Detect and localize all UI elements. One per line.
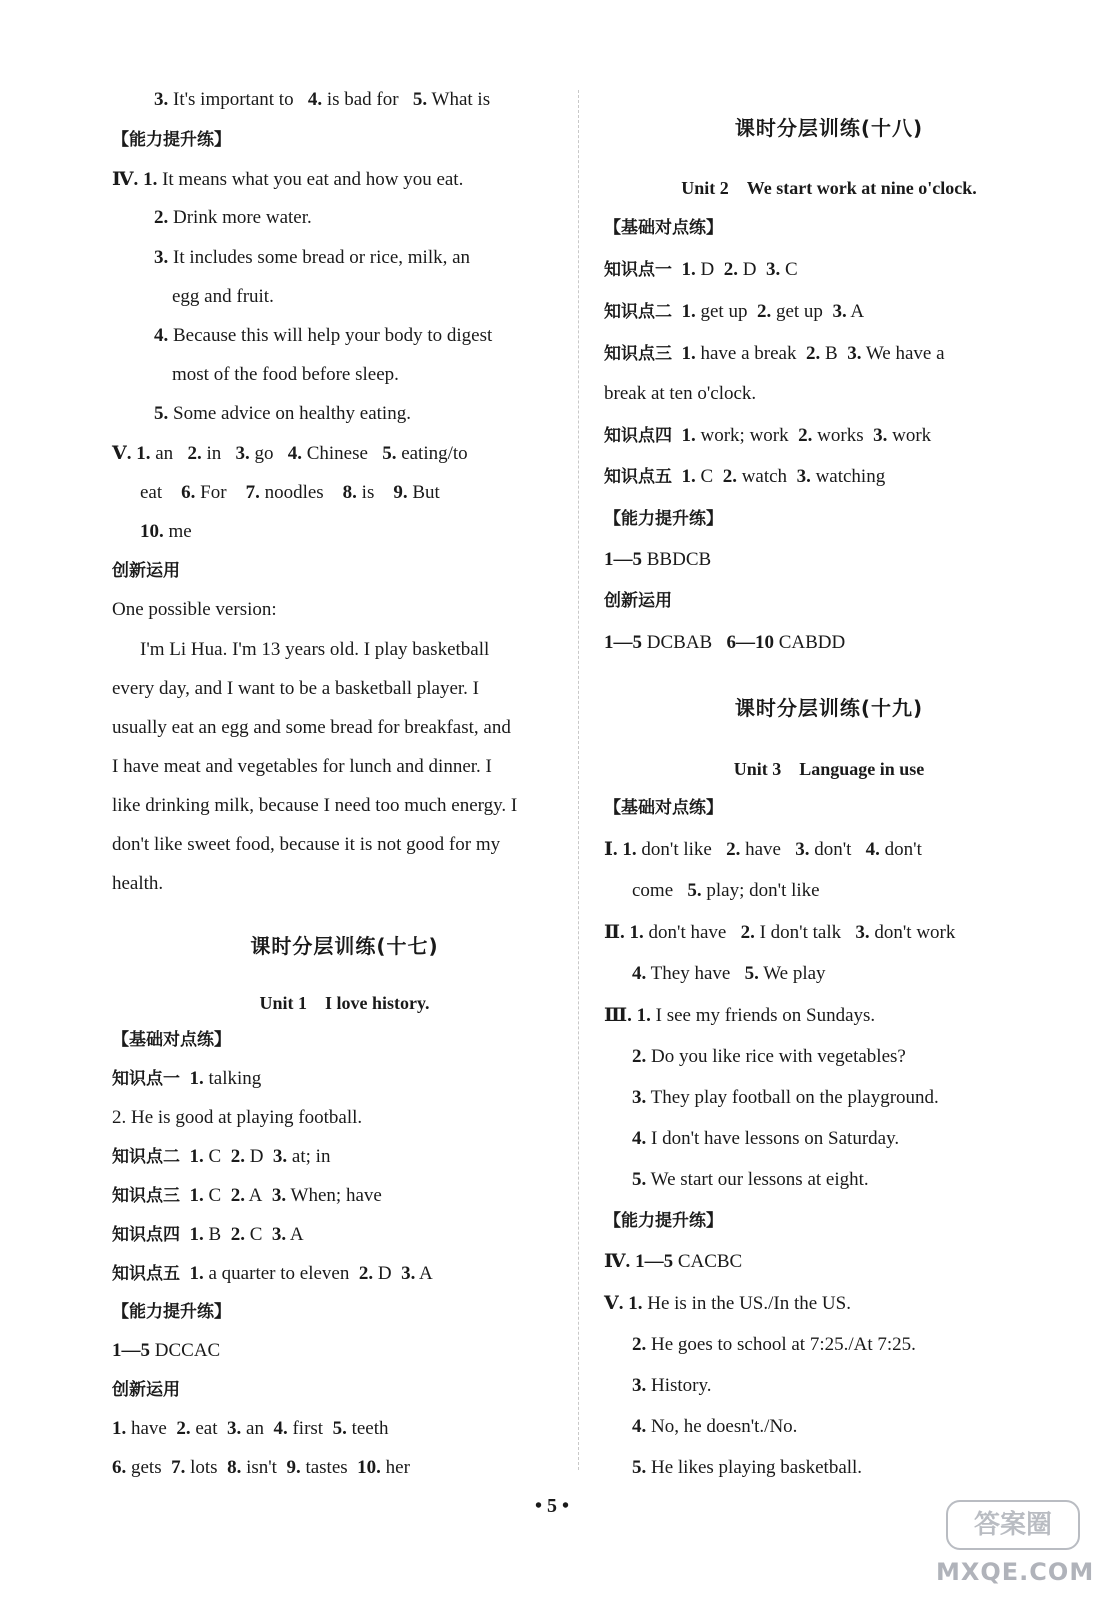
- answer-text: For: [200, 482, 227, 503]
- answer-line: [112, 168, 463, 192]
- answer-text: Chinese: [306, 443, 368, 464]
- answer-text: Drink more water.: [173, 207, 312, 228]
- answer-line: [112, 1339, 220, 1363]
- knowledge-point-label: 知识点三: [604, 344, 672, 364]
- answer-text: at; in: [291, 1146, 331, 1167]
- essay-line: don't like sweet food, because it is not good for my: [112, 834, 501, 855]
- answer-text: me: [168, 521, 192, 542]
- answer-text: A: [850, 301, 865, 322]
- knowledge-point-label: 知识点四: [112, 1225, 180, 1245]
- item-number: 2.: [230, 1224, 245, 1245]
- answer-text: A: [419, 1263, 433, 1284]
- answer-text: noodles: [264, 482, 324, 503]
- answer-line: [154, 402, 411, 426]
- item-number: 1.: [681, 301, 696, 322]
- item-number: 7.: [245, 482, 260, 503]
- answer-text: don't work: [874, 922, 956, 943]
- answer-line: [604, 1292, 851, 1316]
- answer-text: It means what you eat and how you eat.: [162, 169, 464, 190]
- watermark-site: MXQE.COM: [936, 1558, 1095, 1586]
- answer-text: don't have: [648, 922, 727, 943]
- answer-text: He goes to school at 7:25./At 7:25.: [651, 1334, 916, 1355]
- item-number: 4.: [865, 839, 880, 860]
- item-number: 5.: [687, 880, 702, 901]
- watermark-logo: 答案圈: [946, 1500, 1080, 1550]
- item-number: 2.: [798, 425, 813, 446]
- answer-text: He likes playing basketball.: [651, 1457, 863, 1478]
- item-number: 1.: [136, 443, 151, 464]
- essay-line: like drinking milk, because I need too much energy. I: [112, 795, 518, 816]
- answer-text: an: [155, 443, 174, 464]
- answer-text: I don't have lessons on Saturday.: [651, 1128, 900, 1149]
- section-label-ability: 【能力提升练】: [112, 130, 231, 150]
- answer-line: [604, 465, 885, 489]
- answer-text: He is in the US./In the US.: [647, 1293, 851, 1314]
- item-number: 1.: [681, 259, 696, 280]
- item-number: 2.: [723, 259, 738, 280]
- answer-line: [632, 1333, 916, 1357]
- answer-text: C: [249, 1224, 263, 1245]
- answer-text: come: [632, 880, 674, 901]
- item-number: 3.: [765, 259, 781, 280]
- answer-text: It includes some bread or rice, milk, an: [173, 247, 471, 268]
- answer-text: gets: [131, 1457, 162, 1478]
- answer-line: [632, 1456, 862, 1480]
- answer-text: teeth: [351, 1418, 389, 1439]
- item-range: 1—5: [604, 632, 642, 653]
- answer-text: eat: [140, 482, 163, 503]
- answer-line: [154, 206, 312, 230]
- item-number: 2.: [187, 443, 202, 464]
- knowledge-point-label: 知识点五: [112, 1264, 180, 1284]
- item-number: 4.: [154, 325, 169, 346]
- answer-line: [604, 1250, 742, 1274]
- answer-text: play; don't like: [706, 880, 820, 901]
- answer-text: work: [892, 425, 932, 446]
- answer-line: [604, 838, 922, 862]
- answer-text: go: [254, 443, 274, 464]
- answer-line: [604, 1004, 875, 1028]
- answer-text: is: [361, 482, 375, 503]
- item-number: 3.: [795, 839, 810, 860]
- answer-text: C: [700, 466, 714, 487]
- answer-text: We play: [763, 963, 826, 984]
- item-number: 4.: [287, 443, 302, 464]
- item-number: 8.: [227, 1457, 242, 1478]
- answer-line: [632, 1127, 899, 1151]
- item-number: 3.: [227, 1418, 242, 1439]
- answer-line: [112, 1262, 433, 1286]
- answer-text: in: [206, 443, 222, 464]
- answer-text: DCBAB: [646, 632, 713, 653]
- item-number: 2.: [722, 466, 737, 487]
- section-title: 课时分层训练(十九): [734, 696, 924, 720]
- answer-text: They play football on the playground.: [650, 1087, 939, 1108]
- answer-line: [112, 1456, 410, 1480]
- item-range: 1—5: [112, 1340, 150, 1361]
- answer-line: [632, 1168, 869, 1192]
- section-label-basic: 【基础对点练】: [112, 1030, 231, 1050]
- item-number: 3.: [154, 247, 169, 268]
- answer-text: don't: [884, 839, 922, 860]
- knowledge-point-label: 知识点四: [604, 426, 672, 446]
- answer-line: 2. He is good at playing football.: [112, 1107, 363, 1128]
- section-label-ability: 【能力提升练】: [604, 509, 723, 529]
- answer-line: [112, 442, 468, 466]
- essay-line: health.: [112, 873, 164, 894]
- answer-text: get up: [775, 301, 823, 322]
- answer-text: eating/to: [401, 443, 468, 464]
- answer-text: have: [745, 839, 781, 860]
- item-number: 4.: [273, 1418, 288, 1439]
- answer-line: egg and fruit.: [172, 286, 274, 307]
- item-number: 4.: [632, 1128, 647, 1149]
- item-number: 1.: [189, 1224, 204, 1245]
- answer-line: [604, 300, 864, 324]
- answer-text: D: [249, 1146, 264, 1167]
- watermark: [936, 1500, 1095, 1596]
- answer-text: When; have: [290, 1185, 382, 1206]
- answer-line: [632, 1045, 906, 1069]
- item-number: 4.: [307, 89, 323, 110]
- roman-numeral: Ⅴ.: [112, 443, 132, 464]
- essay-line: I'm Li Hua. I'm 13 years old. I play basketball: [140, 639, 490, 660]
- item-number: 2.: [154, 207, 169, 228]
- unit-title: Unit 3 Language in use: [733, 759, 925, 779]
- roman-numeral: Ⅳ.: [112, 169, 139, 190]
- item-number: 3.: [271, 1185, 287, 1206]
- answer-line: most of the food before sleep.: [172, 364, 399, 385]
- item-number: 9.: [393, 482, 408, 503]
- item-number: 5.: [382, 443, 397, 464]
- answer-line: [632, 1374, 712, 1398]
- section-label-creative: 创新运用: [604, 591, 672, 611]
- answer-text: have a break: [700, 343, 797, 364]
- answer-text: watching: [815, 466, 886, 487]
- item-number: 2.: [806, 343, 821, 364]
- answer-text: Because this will help your body to digest: [173, 325, 493, 346]
- section-title: 课时分层训练(十八): [734, 116, 924, 140]
- item-number: 10.: [140, 521, 164, 542]
- answer-text: watch: [741, 466, 788, 487]
- answer-text: C: [784, 259, 798, 280]
- answer-text: C: [208, 1146, 222, 1167]
- item-number: 3.: [272, 1146, 288, 1167]
- item-number: 3.: [847, 343, 862, 364]
- item-number: 9.: [286, 1457, 301, 1478]
- essay-intro: One possible version:: [112, 599, 277, 620]
- item-number: 1.: [681, 466, 696, 487]
- item-number: 5.: [744, 963, 759, 984]
- answer-text: History.: [651, 1375, 712, 1396]
- item-number: 1.: [629, 922, 644, 943]
- answer-text: her: [385, 1457, 410, 1478]
- answer-text: DCCAC: [154, 1340, 221, 1361]
- answer-text: isn't: [246, 1457, 277, 1478]
- answer-line: [604, 342, 945, 366]
- item-number: 3.: [873, 425, 888, 446]
- section-label-basic: 【基础对点练】: [604, 798, 723, 818]
- item-number: 2.: [726, 839, 741, 860]
- answer-line: [632, 962, 826, 986]
- item-number: 1.: [112, 1418, 127, 1439]
- answer-text: It's important to: [173, 89, 294, 110]
- answer-text: They have: [650, 963, 731, 984]
- answer-line: [604, 424, 931, 448]
- item-number: 5.: [632, 1169, 647, 1190]
- answer-text: tastes: [305, 1457, 348, 1478]
- item-number: 2.: [740, 922, 755, 943]
- item-number: 1.: [189, 1185, 204, 1206]
- answer-line: [140, 481, 440, 505]
- answer-text: C: [208, 1185, 222, 1206]
- answer-line: [632, 879, 820, 903]
- answer-text: No, he doesn't./No.: [651, 1416, 798, 1437]
- answer-text: have: [131, 1418, 167, 1439]
- answer-text: talking: [208, 1068, 262, 1089]
- item-number: 1.: [681, 343, 696, 364]
- answer-text: is bad for: [326, 89, 399, 110]
- column-divider: [578, 90, 579, 1470]
- item-number: 1.: [189, 1068, 204, 1089]
- answer-text: work; work: [700, 425, 789, 446]
- answer-text: A: [289, 1224, 304, 1245]
- answer-line: [632, 1415, 797, 1439]
- answer-text: I see my friends on Sundays.: [655, 1005, 876, 1026]
- item-number: 4.: [632, 963, 647, 984]
- item-number: 5.: [632, 1457, 647, 1478]
- answer-text: But: [412, 482, 440, 503]
- answer-line: [112, 1067, 261, 1091]
- answer-text: D: [700, 259, 715, 280]
- item-number: 2.: [176, 1418, 191, 1439]
- answer-line: [154, 88, 490, 112]
- answer-text: D: [742, 259, 757, 280]
- answer-line: [140, 520, 192, 544]
- item-range: 6—10: [726, 632, 774, 653]
- answer-text: Do you like rice with vegetables?: [651, 1046, 906, 1067]
- answer-line: break at ten o'clock.: [604, 383, 757, 404]
- item-number: 2.: [230, 1185, 245, 1206]
- page-number: • 5 •: [534, 1495, 569, 1517]
- answer-text: B: [208, 1224, 222, 1245]
- item-number: 2.: [632, 1334, 647, 1355]
- answer-text: lots: [190, 1457, 218, 1478]
- item-number: 3.: [832, 301, 847, 322]
- answer-text: We have a: [865, 343, 945, 364]
- answer-text: B: [825, 343, 838, 364]
- roman-numeral: Ⅲ.: [604, 1005, 632, 1026]
- item-number: 6.: [181, 482, 196, 503]
- roman-numeral: Ⅴ.: [604, 1293, 624, 1314]
- section-label-creative: 创新运用: [112, 561, 180, 581]
- item-number: 3.: [235, 443, 250, 464]
- item-number: 1.: [189, 1263, 204, 1284]
- item-number: 5.: [332, 1418, 347, 1439]
- answer-text: We start our lessons at eight.: [650, 1169, 869, 1190]
- answer-text: A: [248, 1185, 263, 1206]
- roman-numeral: Ⅰ.: [604, 839, 618, 860]
- knowledge-point-label: 知识点三: [112, 1186, 180, 1206]
- item-number: 2.: [632, 1046, 647, 1067]
- unit-title: Unit 2 We start work at nine o'clock.: [681, 178, 977, 198]
- answer-text: get up: [700, 301, 748, 322]
- answer-text: What is: [431, 89, 491, 110]
- item-number: 10.: [357, 1457, 381, 1478]
- item-range: 1—5: [604, 549, 642, 570]
- answer-line: [604, 258, 798, 282]
- answer-line: [112, 1223, 304, 1247]
- item-number: 3.: [796, 466, 811, 487]
- answer-text: BBDCB: [646, 549, 712, 570]
- item-number: 3.: [632, 1375, 647, 1396]
- item-number: 5.: [412, 89, 428, 110]
- answer-text: eat: [195, 1418, 218, 1439]
- item-number: 1.: [636, 1005, 651, 1026]
- item-number: 3.: [271, 1224, 287, 1245]
- answer-line: [112, 1184, 382, 1208]
- item-number: 6.: [112, 1457, 127, 1478]
- answer-line: [112, 1417, 389, 1441]
- item-number: 3.: [855, 922, 870, 943]
- knowledge-point-label: 知识点五: [604, 467, 672, 487]
- item-number: 3.: [401, 1263, 416, 1284]
- item-range: 1—5: [635, 1251, 674, 1272]
- item-number: 8.: [342, 482, 357, 503]
- answer-text: an: [246, 1418, 264, 1439]
- item-number: 2.: [230, 1146, 245, 1167]
- answer-text: don't: [814, 839, 852, 860]
- section-label-basic: 【基础对点练】: [604, 218, 723, 238]
- answer-line: [604, 548, 711, 572]
- item-number: 2.: [756, 301, 772, 322]
- answer-line: [604, 631, 845, 655]
- item-number: 1.: [143, 169, 158, 190]
- essay-line: I have meat and vegetables for lunch and dinner. I: [112, 756, 492, 777]
- item-number: 1.: [681, 425, 696, 446]
- answer-text: CABDD: [778, 632, 846, 653]
- item-number: 1.: [628, 1293, 643, 1314]
- roman-numeral: Ⅳ.: [604, 1251, 631, 1272]
- answer-line: [154, 324, 492, 348]
- section-title: 课时分层训练(十七): [250, 934, 439, 958]
- item-number: 3.: [632, 1087, 647, 1108]
- knowledge-point-label: 知识点二: [112, 1147, 180, 1167]
- roman-numeral: Ⅱ.: [604, 922, 625, 943]
- essay-line: every day, and I want to be a basketball player. I: [112, 678, 480, 699]
- section-label-ability: 【能力提升练】: [112, 1302, 231, 1322]
- answer-line: [632, 1086, 939, 1110]
- unit-title: Unit 1 I love history.: [259, 993, 430, 1013]
- answer-text: don't like: [641, 839, 712, 860]
- answer-text: first: [292, 1418, 324, 1439]
- answer-text: a quarter to eleven: [208, 1263, 350, 1284]
- answer-text: works: [817, 425, 864, 446]
- item-number: 2.: [358, 1263, 374, 1284]
- answer-text: D: [377, 1263, 392, 1284]
- knowledge-point-label: 知识点一: [604, 260, 672, 280]
- answer-text: CACBC: [677, 1251, 743, 1272]
- answer-line: [154, 246, 470, 270]
- knowledge-point-label: 知识点一: [112, 1069, 180, 1089]
- knowledge-point-label: 知识点二: [604, 302, 672, 322]
- item-number: 7.: [171, 1457, 186, 1478]
- item-number: 3.: [154, 89, 169, 110]
- answer-line: [604, 921, 955, 945]
- section-label-creative: 创新运用: [112, 1380, 180, 1400]
- item-number: 5.: [154, 403, 169, 424]
- item-number: 1.: [189, 1146, 204, 1167]
- answer-line: [112, 1145, 330, 1169]
- section-label-ability: 【能力提升练】: [604, 1211, 723, 1231]
- answer-text: Some advice on healthy eating.: [173, 403, 411, 424]
- answer-text: I don't talk: [759, 922, 842, 943]
- essay-line: usually eat an egg and some bread for breakfast, and: [112, 717, 511, 738]
- item-number: 4.: [632, 1416, 647, 1437]
- item-number: 1.: [622, 839, 637, 860]
